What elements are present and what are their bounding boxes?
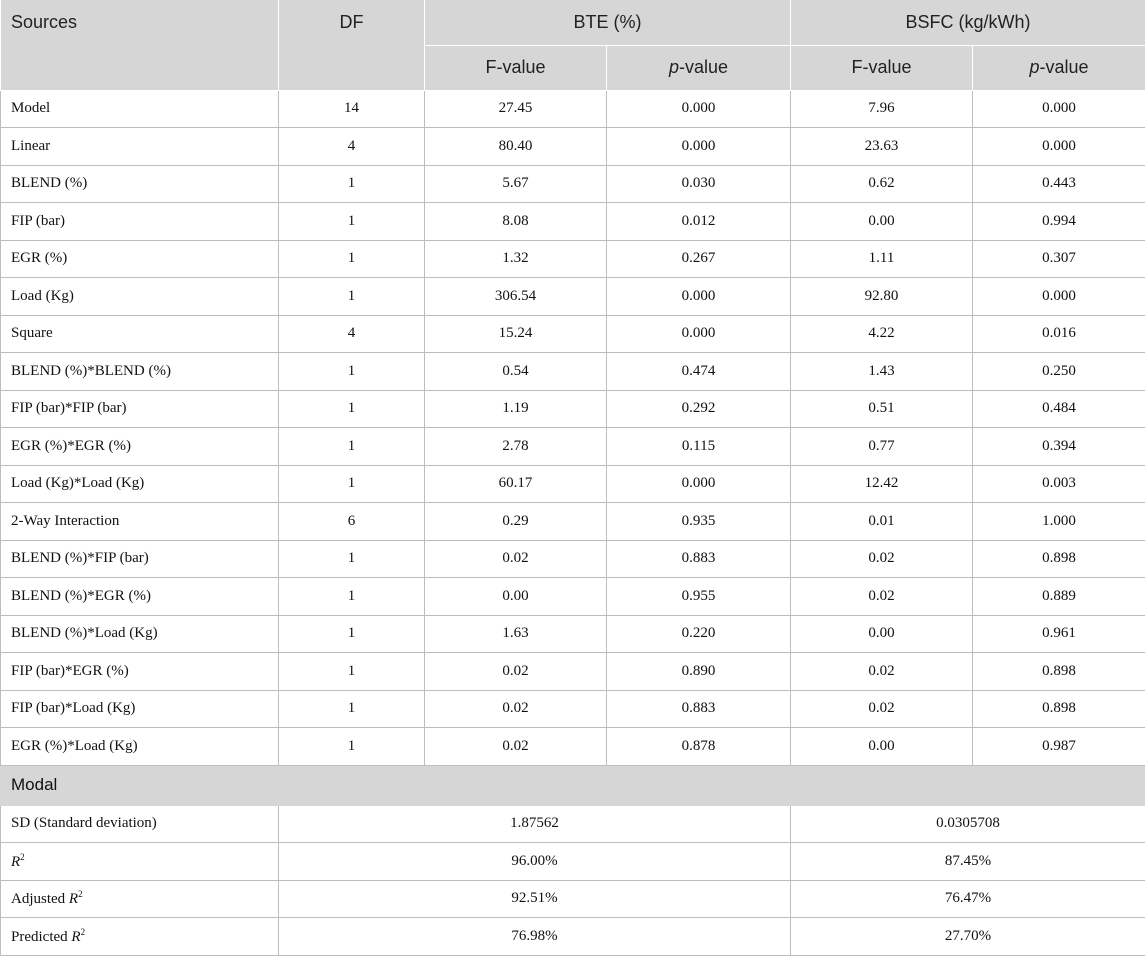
- bsfc-p-cell: 0.307: [973, 240, 1145, 278]
- bsfc-p-cell: 0.016: [973, 315, 1145, 353]
- bsfc-p-cell: 0.394: [973, 428, 1145, 466]
- bte-f-cell: 0.02: [425, 728, 607, 766]
- bsfc-p-cell: 0.889: [973, 578, 1145, 616]
- bte-p-cell: 0.000: [607, 465, 791, 503]
- bte-f-cell: 5.67: [425, 165, 607, 203]
- header-bsfc-p-value: p-value: [973, 45, 1145, 90]
- source-cell: BLEND (%)*FIP (bar): [1, 540, 279, 578]
- predicted-r2-bte-value: 76.98%: [279, 918, 791, 956]
- bsfc-f-cell: 0.00: [791, 203, 973, 241]
- df-cell: 1: [279, 428, 425, 466]
- df-cell: 1: [279, 390, 425, 428]
- df-cell: 14: [279, 90, 425, 128]
- bsfc-f-cell: 0.51: [791, 390, 973, 428]
- header-df: DF: [279, 0, 425, 90]
- bte-f-cell: 0.00: [425, 578, 607, 616]
- bsfc-f-cell: 0.00: [791, 728, 973, 766]
- table-header: [1, 0, 1145, 90]
- table-row: [1, 540, 1145, 578]
- df-cell: 6: [279, 503, 425, 541]
- df-cell: 1: [279, 578, 425, 616]
- bte-p-cell: 0.000: [607, 90, 791, 128]
- adjusted-r2-bte-value: 92.51%: [279, 880, 791, 918]
- bsfc-p-cell: 1.000: [973, 503, 1145, 541]
- header-bte-p-value: p-value: [607, 45, 791, 90]
- sd-label: SD (Standard deviation): [1, 805, 279, 843]
- table-row: [1, 353, 1145, 391]
- df-cell: 1: [279, 240, 425, 278]
- bsfc-f-cell: 0.02: [791, 690, 973, 728]
- source-cell: BLEND (%): [1, 165, 279, 203]
- df-cell: 1: [279, 203, 425, 241]
- source-cell: EGR (%)*Load (Kg): [1, 728, 279, 766]
- source-cell: Square: [1, 315, 279, 353]
- header-bte: BTE (%): [425, 0, 791, 45]
- table-row: [1, 315, 1145, 353]
- source-cell: FIP (bar)*EGR (%): [1, 653, 279, 691]
- summary-row-predicted-r2: [1, 918, 1145, 956]
- bsfc-p-cell: 0.987: [973, 728, 1145, 766]
- bsfc-p-cell: 0.003: [973, 465, 1145, 503]
- bte-f-cell: 60.17: [425, 465, 607, 503]
- sd-bsfc-value: 0.0305708: [791, 805, 1145, 843]
- table-row: [1, 653, 1145, 691]
- bsfc-p-cell: 0.484: [973, 390, 1145, 428]
- bte-p-cell: 0.474: [607, 353, 791, 391]
- bsfc-p-cell: 0.250: [973, 353, 1145, 391]
- bsfc-f-cell: 92.80: [791, 278, 973, 316]
- bsfc-p-cell: 0.000: [973, 128, 1145, 166]
- bsfc-p-cell: 0.000: [973, 278, 1145, 316]
- header-bsfc: BSFC (kg/kWh): [791, 0, 1145, 45]
- bte-f-cell: 8.08: [425, 203, 607, 241]
- table-row: [1, 128, 1145, 166]
- source-cell: BLEND (%)*Load (Kg): [1, 615, 279, 653]
- table-row: [1, 390, 1145, 428]
- bte-p-cell: 0.267: [607, 240, 791, 278]
- bte-p-cell: 0.890: [607, 653, 791, 691]
- bte-f-cell: 1.63: [425, 615, 607, 653]
- adjusted-r2-label: Adjusted $R^2$: [1, 880, 279, 918]
- source-cell: Model: [1, 90, 279, 128]
- table-row: [1, 690, 1145, 728]
- bsfc-p-cell: 0.898: [973, 690, 1145, 728]
- bte-f-cell: 1.19: [425, 390, 607, 428]
- modal-section-row: [1, 765, 1145, 805]
- bsfc-f-cell: 0.62: [791, 165, 973, 203]
- bte-f-cell: 80.40: [425, 128, 607, 166]
- bsfc-f-cell: 1.43: [791, 353, 973, 391]
- bte-p-cell: 0.115: [607, 428, 791, 466]
- bsfc-p-cell: 0.443: [973, 165, 1145, 203]
- source-cell: FIP (bar)*FIP (bar): [1, 390, 279, 428]
- bte-f-cell: 0.02: [425, 540, 607, 578]
- bsfc-f-cell: 7.96: [791, 90, 973, 128]
- bte-f-cell: 0.02: [425, 690, 607, 728]
- sd-bte-value: 1.87562: [279, 805, 791, 843]
- source-cell: Load (Kg): [1, 278, 279, 316]
- bsfc-f-cell: 0.01: [791, 503, 973, 541]
- bsfc-f-cell: 1.11: [791, 240, 973, 278]
- table-row: [1, 240, 1145, 278]
- table-row: [1, 203, 1145, 241]
- df-cell: 4: [279, 315, 425, 353]
- summary-row-adjusted-r2: [1, 880, 1145, 918]
- header-bsfc-f-value: F-value: [791, 45, 973, 90]
- summary-row-r2: [1, 843, 1145, 881]
- source-cell: 2-Way Interaction: [1, 503, 279, 541]
- source-cell: Linear: [1, 128, 279, 166]
- adjusted-r2-bsfc-value: 76.47%: [791, 880, 1145, 918]
- table-row: [1, 615, 1145, 653]
- table-row: [1, 278, 1145, 316]
- df-cell: 1: [279, 353, 425, 391]
- bsfc-f-cell: 23.63: [791, 128, 973, 166]
- table-row: [1, 728, 1145, 766]
- bsfc-p-cell: 0.994: [973, 203, 1145, 241]
- bsfc-f-cell: 12.42: [791, 465, 973, 503]
- df-cell: 1: [279, 165, 425, 203]
- source-cell: FIP (bar)*Load (Kg): [1, 690, 279, 728]
- bte-p-cell: 0.000: [607, 278, 791, 316]
- predicted-r2-label: Predicted $R^2$: [1, 918, 279, 956]
- bte-p-cell: 0.292: [607, 390, 791, 428]
- df-cell: 1: [279, 278, 425, 316]
- df-cell: 1: [279, 615, 425, 653]
- bsfc-p-cell: 0.898: [973, 540, 1145, 578]
- bte-p-cell: 0.220: [607, 615, 791, 653]
- bte-p-cell: 0.935: [607, 503, 791, 541]
- table-row: [1, 465, 1145, 503]
- table-row: [1, 165, 1145, 203]
- bte-f-cell: 0.29: [425, 503, 607, 541]
- summary-row-sd: [1, 805, 1145, 843]
- bte-f-cell: 0.54: [425, 353, 607, 391]
- bsfc-f-cell: 0.77: [791, 428, 973, 466]
- df-cell: 1: [279, 690, 425, 728]
- predicted-r2-bsfc-value: 27.70%: [791, 918, 1145, 956]
- df-cell: 1: [279, 540, 425, 578]
- bte-f-cell: 0.02: [425, 653, 607, 691]
- table-row: [1, 428, 1145, 466]
- bte-f-cell: 15.24: [425, 315, 607, 353]
- r2-bsfc-value: 87.45%: [791, 843, 1145, 881]
- source-cell: EGR (%): [1, 240, 279, 278]
- table-body: [1, 90, 1145, 955]
- r2-bte-value: 96.00%: [279, 843, 791, 881]
- source-cell: EGR (%)*EGR (%): [1, 428, 279, 466]
- table-row: [1, 90, 1145, 128]
- source-cell: FIP (bar): [1, 203, 279, 241]
- header-sources: Sources: [1, 0, 279, 90]
- bte-p-cell: 0.878: [607, 728, 791, 766]
- bsfc-p-cell: 0.000: [973, 90, 1145, 128]
- bte-f-cell: 1.32: [425, 240, 607, 278]
- df-cell: 4: [279, 128, 425, 166]
- bsfc-p-cell: 0.961: [973, 615, 1145, 653]
- source-cell: BLEND (%)*BLEND (%): [1, 353, 279, 391]
- df-cell: 1: [279, 728, 425, 766]
- bte-p-cell: 0.000: [607, 128, 791, 166]
- source-cell: BLEND (%)*EGR (%): [1, 578, 279, 616]
- bsfc-f-cell: 0.02: [791, 653, 973, 691]
- bte-p-cell: 0.883: [607, 540, 791, 578]
- bte-f-cell: 2.78: [425, 428, 607, 466]
- modal-section-label: Modal: [1, 765, 1145, 805]
- bte-p-cell: 0.012: [607, 203, 791, 241]
- bsfc-p-cell: 0.898: [973, 653, 1145, 691]
- bte-f-cell: 27.45: [425, 90, 607, 128]
- bsfc-f-cell: 0.02: [791, 540, 973, 578]
- bte-p-cell: 0.955: [607, 578, 791, 616]
- bte-p-cell: 0.883: [607, 690, 791, 728]
- bte-p-cell: 0.030: [607, 165, 791, 203]
- bte-p-cell: 0.000: [607, 315, 791, 353]
- bsfc-f-cell: 0.02: [791, 578, 973, 616]
- df-cell: 1: [279, 465, 425, 503]
- source-cell: Load (Kg)*Load (Kg): [1, 465, 279, 503]
- table-row: [1, 578, 1145, 616]
- table-row: [1, 503, 1145, 541]
- df-cell: 1: [279, 653, 425, 691]
- bsfc-f-cell: 0.00: [791, 615, 973, 653]
- header-bte-f-value: F-value: [425, 45, 607, 90]
- bte-f-cell: 306.54: [425, 278, 607, 316]
- r2-label: $R^2$: [1, 843, 279, 881]
- bsfc-f-cell: 4.22: [791, 315, 973, 353]
